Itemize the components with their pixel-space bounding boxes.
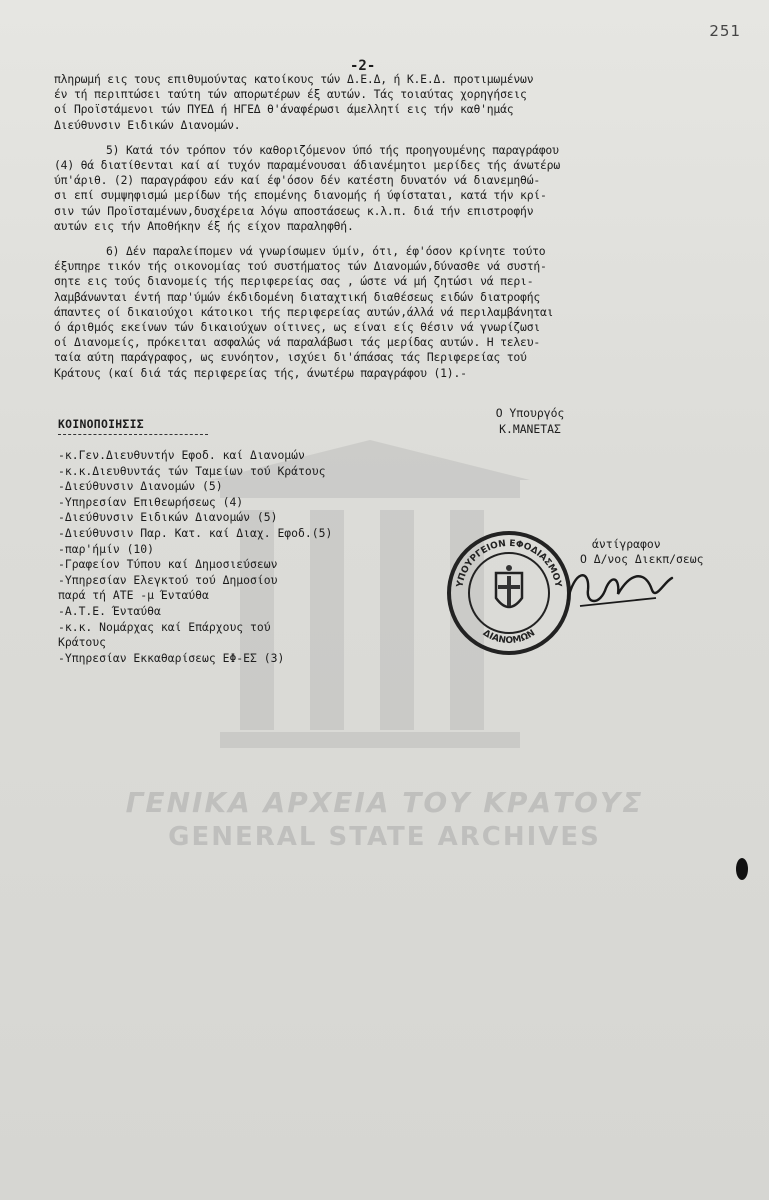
archive-number: 251: [709, 22, 741, 40]
page-number: -2-: [350, 58, 376, 74]
signature-role: Ο Υπουργός: [495, 406, 565, 420]
paragraph-intro: πληρωμή εις τους επιθυμούντας κατοίκους τών Δ.Ε.Δ, ή Κ.Ε.Δ. προτιμωμένων έν τή περιπτώσει ταύτη τών απορωτέρων έξ αυτών. Τάς τοιαύτας χορηγήσεις οί Προϊστάμενοι τών ΠΥΕΔ ή ΗΓΕΔ θ'άναφέρωσι άμελλητί εις τήν καθ'ημάς Διεύθυνσιν Ειδικών Διανομών.: [54, 72, 534, 132]
cc-list: [58, 448, 418, 666]
list-item: -Υπηρεσίαν Ελεγκτού τού Δημοσίου: [58, 572, 278, 587]
list-item: -κ.Γεν.Διευθυντήν Εφοδ. καί Διανομών: [58, 448, 305, 462]
list-item: παρά τή ΑΤΕ -μ Ένταύθα: [58, 588, 209, 603]
list-item: -Υπηρεσίαν Εκκαθαρίσεως ΕΦ-ΕΣ (3): [58, 650, 285, 665]
signature-name: Κ.ΜΑΝΕΤΑΣ: [499, 422, 561, 436]
ink-blot: [736, 858, 748, 880]
paragraph-5: 5) Κατά τόν τρόπον τόν καθοριζόμενον ύπό τής προηγουμένης παραγράφου (4) θά διατίθενται καί αί τυχόν παραμένουσαι άδιανέμητοι μερίδες τής άνωτέρω ύπ'άριθ. (2) παραγράφου εάν καί έφ'όσον δέν κατέστη δυνατόν νά διανεμηθώ- σι επί συμψηφισμώ μερίδων τής επομένης διανομής ή ύφίσταται, κατά τήν κρί- σιν τών Προϊσταμένων,δυσχέρεια λόγω αποστάσεως κ.λ.π. διά τήν επιστροφήν αυτών εις τήν Αποθήκην έξ ής είχον παραληφθή.: [54, 142, 560, 233]
list-item: -Διεύθυνσιν Παρ. Κατ. καί Διαχ. Εφοδ.(5): [58, 525, 333, 540]
list-item: -Α.Τ.Ε. Ένταύθα: [58, 603, 161, 618]
watermark-greek: ΓΕΝΙΚΑ ΑΡΧΕΙΑ ΤΟΥ ΚΡΑΤΟΥΣ: [125, 786, 644, 819]
svg-text:ΔΙΑΝΟΜΩΝ: ΔΙΑΝΟΜΩΝ: [480, 628, 538, 647]
cc-title: ΚΟΙΝΟΠΟΙΗΣΙΣ: [58, 417, 144, 431]
ministry-seal-icon: [444, 528, 574, 658]
minister-signature-block: [460, 405, 600, 437]
list-item: -κ.κ.Διευθυντάς τών Ταμείων τού Κράτους: [58, 463, 326, 478]
cc-underline: [58, 434, 208, 435]
true-copy-note: άντίγραφον Ο Δ/νος Διεκπ/σεως: [580, 537, 704, 566]
list-item: -Γραφείον Τύπου καί Δημοσιεύσεων: [58, 557, 278, 572]
svg-text:ΥΠΟΥΡΓΕΙΟΝ ΕΦΟΔΙΑΣΜΟΥ: ΥΠΟΥΡΓΕΙΟΝ ΕΦΟΔΙΑΣΜΟΥ: [455, 538, 563, 589]
list-item: Κράτους: [58, 635, 107, 650]
list-item: -παρ'ήμίν (10): [58, 541, 155, 556]
paragraph-6: 6) Δέν παραλείπομεν νά γνωρίσωμεν ύμίν, ότι, έφ'όσον κρίνητε τούτο έξυπηρε τικόν τής οικονομίας τού συστήματος τών Διανομών,δύνασθε νά συστή- σητε εις τούς διανομείς τής περιφερείας σας , ώστε νά μή ζητώσι νά περι- λαμβάνωνται έντή παρ'ύμών έκδιδομένη διαταχτική διαθέσεως ειδών διατροφής άπαντες οί δικαιούχοι κάτοικοι τής περιφερείας αυτών,άλλά νά περιλαμβάνηται ό άριθμός εκείνων τών δικαιούχων οίτινες, ως είναι είς θέσιν νά γνωρίζωσι οί Διανομείς, πρόκειται ασφαλώς νά παραλάβωσι τάς μερίδας αυτών. Η τελευ- ταία αύτη παράγραφος, ως ευνόητον, ισχύει δι'άπάσας τάς Περιφερείας τού Κράτους (καί διά τάς περιφερείας τής, άνωτέρω παραγράφου (1).-: [54, 244, 554, 380]
list-item: -Διεύθυνσιν Ειδικών Διανομών (5): [58, 510, 278, 525]
handwritten-signature-icon: [560, 560, 680, 620]
list-item: -Διεύθυνσιν Διανομών (5): [58, 479, 223, 494]
watermark-english: GENERAL STATE ARCHIVES: [168, 822, 601, 852]
list-item: -Υπηρεσίαν Επιθεωρήσεως (4): [58, 494, 244, 509]
letter-body: [54, 72, 719, 391]
list-item: -κ.κ. Νομάρχας καί Επάρχους τού: [58, 619, 271, 634]
